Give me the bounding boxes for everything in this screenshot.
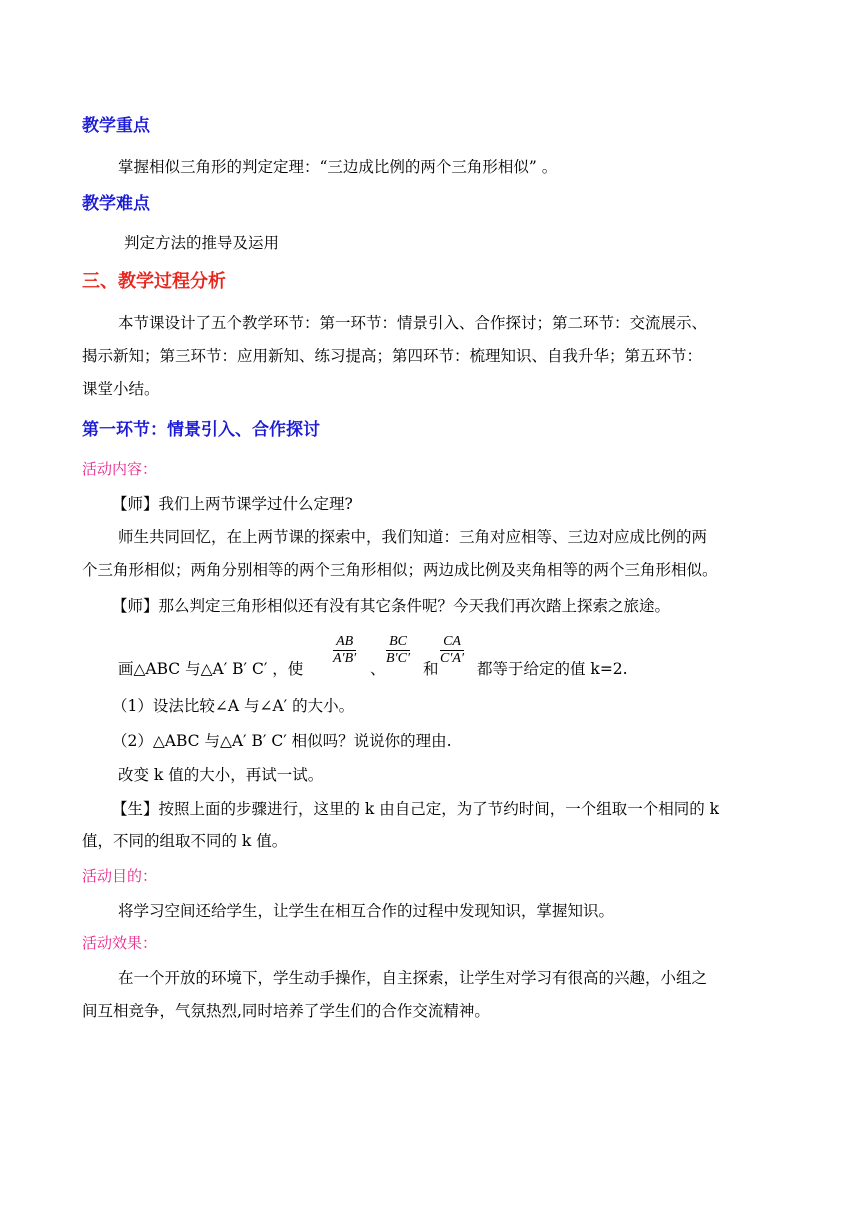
separator-2: 和 [423,660,439,678]
fraction-ca-numerator: CA [440,634,464,651]
stage-1-heading: 第一环节：情景引入、合作探讨 [82,420,320,440]
student-response-line-2: 值，不同的组取不同的 k 值。 [82,832,288,850]
activity-goal-text: 将学习空间还给学生，让学生在相互合作的过程中发现知识，掌握知识。 [118,902,615,920]
teacher-question-2: 【师】那么判定三角形相似还有没有其它条件呢？今天我们再次踏上探索之旅途。 [112,597,671,615]
fraction-ca [440,634,464,667]
fraction-ab-numerator: AB [333,634,356,651]
student-response-line-1: 【生】按照上面的步骤进行，这里的 k 由自己定，为了节约时间，一个组取一个相同的 k [112,800,720,818]
fraction-ab-denominator: A′B′ [333,651,357,666]
draw-instruction-prefix: 画△ABC 与△A′ B′ C′ ，使 [118,660,304,678]
recall-line-2: 个三角形相似；两角分别相等的两个三角形相似；两边成比例及夹角相等的两个三角形相似。 [82,561,718,579]
activity-effect-line-2: 间互相竞争，气氛热烈,同时培养了学生们的合作交流精神。 [82,1002,490,1020]
key-points-heading: 教学重点 [82,116,150,136]
difficulty-text: 判定方法的推导及运用 [124,234,280,252]
separator-1: 、 [370,660,386,678]
difficulty-heading: 教学难点 [82,194,150,214]
step-2: （2）△ABC 与△A′ B′ C′ 相似吗？说说你的理由. [112,732,452,750]
process-paragraph-line-2: 揭示新知；第三环节：应用新知、练习提高；第四环节：梳理知识、自我升华；第五环节： [82,347,703,365]
fraction-ab [333,634,356,667]
teacher-question-1: 【师】我们上两节课学过什么定理? [112,495,353,513]
fraction-ca-denominator: C′A′ [440,651,465,666]
draw-instruction-suffix: 都等于给定的值 k=2. [477,660,628,678]
activity-effect-line-1: 在一个开放的环境下，学生动手操作，自主探索，让学生对学习有很高的兴趣，小组之 [118,969,708,987]
step-1: （1）设法比较∠A 与∠A′ 的大小。 [112,697,355,715]
fraction-bc-denominator: B′C′ [386,651,411,666]
activity-goal-label: 活动目的： [82,867,158,885]
recall-line-1: 师生共同回忆，在上两节课的探索中，我们知道：三角对应相等、三边对应成比例的两 [118,528,708,546]
process-paragraph-line-1: 本节课设计了五个教学环节：第一环节：情景引入、合作探讨；第二环节：交流展示、 [118,314,708,332]
process-heading: 三、教学过程分析 [82,271,226,292]
fraction-bc [386,634,410,667]
activity-effect-label: 活动效果： [82,934,158,952]
process-paragraph-line-3: 课堂小结。 [82,380,160,398]
key-points-text: 掌握相似三角形的判定定理：“三边成比例的两个三角形相似” 。 [118,158,558,176]
fraction-bc-numerator: BC [386,634,410,651]
activity-content-label: 活动内容： [82,460,158,478]
change-k-text: 改变 k 值的大小，再试一试。 [118,766,324,784]
